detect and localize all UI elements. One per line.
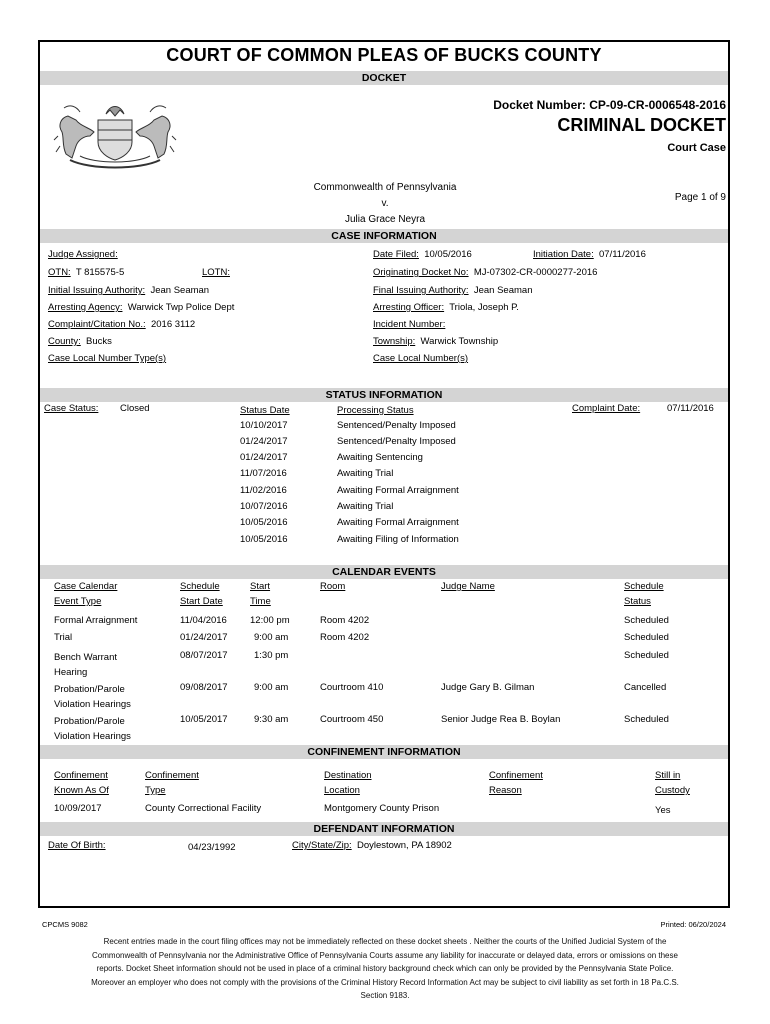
city-state-zip-value: Doylestown, PA 18902 [356,840,452,851]
confinement-known-header: Confinement [54,770,108,781]
judge-name-header: Judge Name [441,581,495,592]
event-date: 10/05/2017 [180,714,228,725]
event-type: Violation Hearings [54,699,131,710]
processing-status: Awaiting Sentencing [337,452,423,463]
arresting-agency-label: Arresting Agency: [48,302,123,313]
confinement-information-heading: CONFINEMENT INFORMATION [40,745,728,759]
initial-issuing [48,285,209,296]
status-date: 10/07/2016 [240,501,288,512]
caption-commonwealth: Commonwealth of Pennsylvania [313,182,457,193]
defendant-information-heading: DEFENDANT INFORMATION [40,822,728,836]
originating-docket-value: MJ-07302-CR-0000277-2016 [473,267,598,278]
custody-value: Yes [655,805,671,816]
event-status: Scheduled [624,632,669,643]
status-date: 11/07/2016 [240,468,287,479]
event-date: 09/08/2017 [180,682,228,693]
complaint-date-label: Complaint Date: [572,403,641,414]
event-type: Formal Arraignment [54,615,138,626]
start-time-header: Time [250,596,271,607]
final-issuing-label: Final Issuing Authority: [373,285,469,296]
confinement-type-header: Confinement [145,770,199,781]
event-status: Scheduled [624,714,669,725]
processing-status: Awaiting Formal Arraignment [337,517,459,528]
event-type: Trial [54,632,73,643]
event-room: Room 4202 [320,615,370,626]
lotn-label: LOTN: [202,267,230,278]
event-status: Cancelled [624,682,667,693]
status-date: 11/02/2016 [240,485,287,496]
event-date: 11/04/2016 [180,615,227,626]
status-date: 01/24/2017 [240,436,288,447]
disclaimer: Recent entries made in the court filing offices may not be immediately reflected on these docket sheets . Neither the courts of the Unified Judicial System of the Commonwealth of Pennsylvania nor the Administrative Office of Pennsylvania Courts assume any liability for inaccurate or delayed data, errors or omissions on these reports. Docket Sheet information should not be used in place of a criminal history background check which can only be provided by the Pennsylvania State Police. Moreover an employer who does not comply with the provisions of the Criminal History Record Information Act may be subject to civil liability as set forth in 18 Pa.C.S. Section 9183. [91,937,679,1000]
event-time: 9:30 am [254,714,289,725]
event-type: Bench Warrant [54,652,118,663]
page-indicator: Page 1 of 9 [674,192,726,203]
arresting-agency-value: Warwick Twp Police Dept [127,302,235,313]
township-label: Township: [373,336,416,347]
event-time: 12:00 pm [250,615,290,626]
confinement-known-header: Known As Of [54,785,109,796]
event-type-header: Event Type [54,596,102,607]
event-type-header: Case Calendar [54,581,118,592]
event-judge: Judge Gary B. Gilman [441,682,535,693]
event-time: 9:00 am [254,632,289,643]
schedule-status-header: Status [624,596,651,607]
otn-value: T 815575-5 [75,267,125,278]
confinement-type-header: Type [145,785,166,796]
start-date-header: Start Date [180,596,223,607]
date-filed-value: 10/05/2016 [424,249,472,260]
processing-status-header: Processing Status [337,405,414,416]
court-title: COURT OF COMMON PLEAS OF BUCKS COUNTY [166,45,602,65]
township-value: Warwick Township [420,336,499,347]
status-date: 10/10/2017 [240,420,288,431]
dob-value: 04/23/1992 [188,842,236,853]
status-date: 10/05/2016 [240,534,288,545]
confinement-reason-header: Reason [489,785,522,796]
status-information-heading: STATUS INFORMATION [40,388,728,402]
event-room: Room 4202 [320,632,370,643]
processing-status: Awaiting Trial [337,468,394,479]
event-type: Violation Hearings [54,731,131,742]
initial-issuing-label: Initial Issuing Authority: [48,285,146,296]
city-state-zip-label: City/State/Zip: [292,840,352,851]
custody-header: Still in [655,770,681,781]
pennsylvania-coat-of-arms-icon [50,96,180,172]
complaint-citation-label: Complaint/Citation No.: [48,319,146,330]
initiation-date-label: Initiation Date: [533,249,594,260]
destination-header: Location [324,785,360,796]
calendar-events-heading: CALENDAR EVENTS [40,565,728,579]
custody-header: Custody [655,785,690,796]
dob-label: Date Of Birth: [48,840,106,851]
initiation-date [533,249,646,260]
processing-status: Awaiting Formal Arraignment [337,485,459,496]
county-label: County: [48,336,81,347]
incident-number-label: Incident Number: [373,319,446,330]
confinement-reason-header: Confinement [489,770,543,781]
event-date: 08/07/2017 [180,650,228,661]
initiation-date-value: 07/11/2016 [599,249,646,260]
event-type: Probation/Parole [54,684,125,695]
event-time: 9:00 am [254,682,289,693]
event-room: Courtroom 450 [320,714,384,725]
confinement-type-value: County Correctional Facility [145,803,262,814]
final-issuing-value: Jean Seaman [473,285,533,296]
final-issuing [373,285,532,296]
docket-type: CRIMINAL DOCKET [557,115,726,135]
processing-status: Sentenced/Penalty Imposed [337,420,456,431]
event-status: Scheduled [624,615,669,626]
originating-docket-label: Originating Docket No: [373,267,469,278]
schedule-status-header: Schedule [624,581,664,592]
docket-number: Docket Number: CP-09-CR-0006548-2016 [493,98,726,112]
complaint-date-value: 07/11/2016 [667,403,714,414]
case-local-numbers-label: Case Local Number(s) [373,353,469,364]
township [373,336,498,347]
county [48,336,112,347]
processing-status: Awaiting Filing of Information [337,534,459,545]
initial-issuing-value: Jean Seaman [150,285,210,296]
status-date: 01/24/2017 [240,452,288,463]
date-filed [373,249,472,260]
processing-status: Sentenced/Penalty Imposed [337,436,456,447]
complaint-citation-value: 2016 3112 [150,319,196,330]
confinement-known-value: 10/09/2017 [54,803,102,814]
case-type: Court Case [667,142,726,154]
event-type: Hearing [54,667,88,678]
caption-defendant: Julia Grace Neyra [344,214,426,225]
arresting-agency [48,302,234,313]
destination-value: Montgomery County Prison [324,803,440,814]
complaint-citation [48,319,195,330]
caption-versus: v. [381,198,389,209]
start-time-header: Start [250,581,271,592]
event-judge: Senior Judge Rea B. Boylan [441,714,561,725]
status-date: 10/05/2016 [240,517,288,528]
case-local-type-label: Case Local Number Type(s) [48,353,167,364]
event-status: Scheduled [624,650,669,661]
event-type: Probation/Parole [54,716,125,727]
event-room: Courtroom 410 [320,682,384,693]
processing-status: Awaiting Trial [337,501,394,512]
otn-label: OTN: [48,267,71,278]
otn [48,267,124,278]
arresting-officer-value: Triola, Joseph P. [449,302,519,313]
city-state-zip [292,840,452,851]
printed-date: Printed: 06/20/2024 [660,920,726,929]
event-date: 01/24/2017 [180,632,228,643]
docket-bar: DOCKET [40,71,728,85]
case-status-value: Closed [120,403,150,414]
judge-assigned-label: Judge Assigned: [48,249,118,260]
originating-docket [373,267,597,278]
case-information-heading: CASE INFORMATION [40,229,728,243]
room-header: Room [320,581,346,592]
event-time: 1:30 pm [254,650,289,661]
case-status-label: Case Status: [44,403,99,414]
form-id: CPCMS 9082 [42,920,88,929]
county-value: Bucks [86,336,112,347]
arresting-officer [373,302,519,313]
start-date-header: Schedule [180,581,220,592]
arresting-officer-label: Arresting Officer: [373,302,445,313]
status-date-header: Status Date [240,405,290,416]
date-filed-label: Date Filed: [373,249,419,260]
destination-header: Destination [324,770,372,781]
